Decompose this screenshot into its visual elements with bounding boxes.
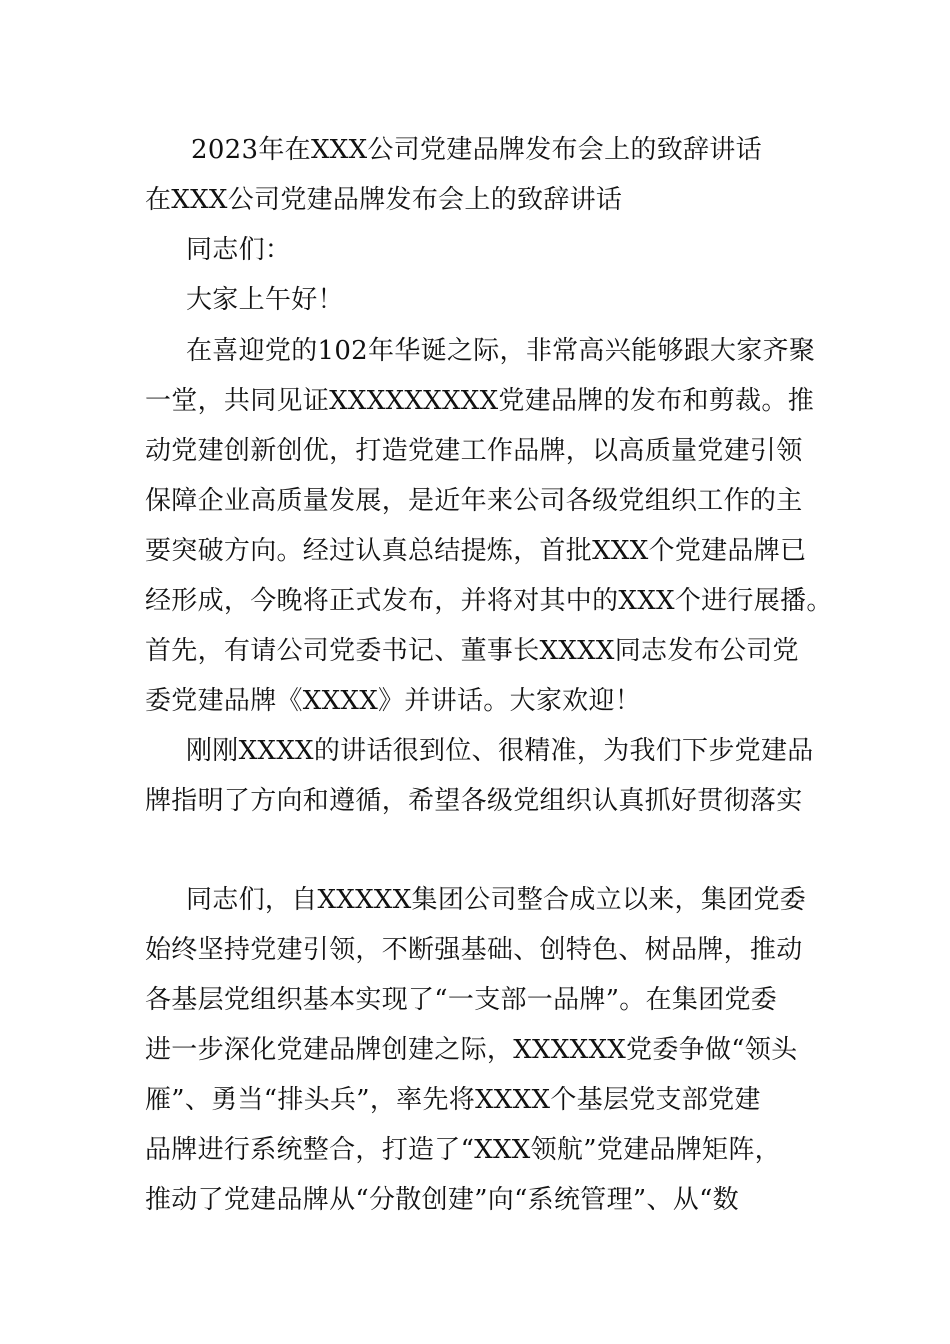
paragraph-line: 要突破方向。经过认真总结提炼，首批XXX个党建品牌已 (145, 536, 807, 566)
paragraph-line: 在喜迎党的102年华诞之际，非常高兴能够跟大家齐聚 (186, 336, 816, 366)
paragraph-line: 动党建创新创优，打造党建工作品牌，以高质量党建引领 (145, 436, 803, 466)
paragraph-line: 进一步深化党建品牌创建之际，XXXXXX党委争做“领头 (145, 1035, 798, 1065)
paragraph-line: 首先，有请公司党委书记、董事长XXXX同志发布公司党 (145, 636, 799, 666)
paragraph-line: 牌指明了方向和遵循，希望各级党组织认真抓好贯彻落实 (145, 786, 803, 816)
paragraph-line: 同志们，自XXXXX集团公司整合成立以来，集团党委 (186, 885, 807, 915)
document-title: 2023年在XXX公司党建品牌发布会上的致辞讲话 (191, 135, 762, 165)
document-subtitle: 在XXX公司党建品牌发布会上的致辞讲话 (145, 185, 623, 215)
paragraph-line: 经形成，今晚将正式发布，并将对其中的XXX个进行展播。 (145, 586, 833, 616)
paragraph-line: 始终坚持党建引领，不断强基础、创特色、树品牌，推动 (145, 935, 803, 965)
paragraph-line: 一堂，共同见证XXXXXXXXX党建品牌的发布和剪裁。推 (145, 386, 814, 416)
paragraph-line: 委党建品牌《XXXX》并讲话。大家欢迎！ (145, 686, 642, 716)
paragraph-line: 保障企业高质量发展，是近年来公司各级党组织工作的主 (145, 486, 803, 516)
greeting: 同志们： (186, 235, 292, 265)
paragraph-line: 雁”、勇当“排头兵”，率先将XXXX个基层党支部党建 (145, 1085, 761, 1115)
paragraph-line: 各基层党组织基本实现了“一支部一品牌”。在集团党委 (145, 985, 778, 1015)
paragraph-line: 品牌进行系统整合，打造了“XXX领航”党建品牌矩阵， (145, 1135, 781, 1165)
paragraph-line: 推动了党建品牌从“分散创建”向“系统管理”、从“数 (145, 1185, 739, 1215)
paragraph-line: 刚刚XXXX的讲话很到位、很精准，为我们下步党建品 (186, 736, 814, 766)
salutation: 大家上午好！ (186, 285, 344, 315)
